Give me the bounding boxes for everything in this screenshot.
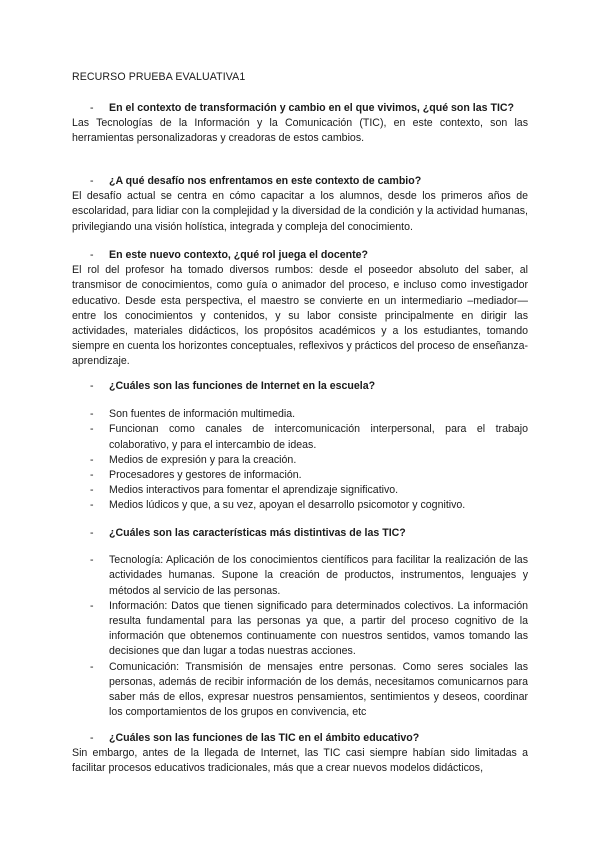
list-item: - Tecnología: Aplicación de los conocimientos científicos para facilitar la realización de las actividades humanas. Supone la creación de productos, instrumentos, lenguajes y métodos al servicio de las personas. — [72, 553, 528, 599]
question-text: ¿Cuáles son las funciones de Internet en la escuela? — [109, 380, 376, 392]
bullet-dash: - — [90, 249, 94, 261]
section-what-are-tic — [72, 101, 528, 147]
list-item: - Son fuentes de información multimedia. — [72, 407, 528, 422]
characteristics-list — [72, 553, 528, 720]
bullet-dash: - — [90, 380, 94, 392]
section-tic-characteristics — [72, 526, 528, 720]
question-heading — [72, 174, 528, 189]
list-item: - Comunicación: Transmisión de mensajes entre personas. Como seres sociales las personas, además de recibir información de los demás, necesitamos comunicarnos para saber más de ellos, expresar nuestros pensamientos, sentimientos y deseos, coordinar los comportamientos de los grupos en convivencia, etc — [72, 660, 528, 721]
section-internet-functions — [72, 379, 528, 514]
list-item: - Procesadores y gestores de información. — [72, 468, 528, 483]
question-text: ¿Cuáles son las características más distintivas de las TIC? — [109, 527, 406, 539]
list-item: - Medios de expresión y para la creación. — [72, 453, 528, 468]
answer-paragraph: Sin embargo, antes de la llegada de Internet, las TIC casi siempre habían sido limitadas a facilitar procesos educativos tradicionales, más que a crear nuevos modelos didácticos, — [72, 747, 528, 775]
list-item: - Medios lúdicos y que, a su vez, apoyan el desarrollo psicomotor y cognitivo. — [72, 498, 528, 513]
section-tic-education — [72, 731, 528, 777]
document-title: RECURSO PRUEBA EVALUATIVA1 — [72, 71, 246, 83]
list-item: - Información: Datos que tienen significado para determinados colectivos. La información resulta fundamental para las personas ya que, a partir del proceso cognitivo de la información que obtenemos continuamente con nuestros sentidos, vamos tomando las decisiones que dan lugar a todas nuestras acciones. — [72, 599, 528, 660]
answer-paragraph: El desafío actual se centra en cómo capacitar a los alumnos, desde los primeros años de escolaridad, para lidiar con la complejidad y la diversidad de la condición y la actividad humanas, privilegiando una visión holística, integrada y compleja del conocimiento. — [72, 190, 528, 233]
answer-paragraph: Las Tecnologías de la Información y la Comunicación (TIC), en este contexto, son las herramientas personalizadoras y creadoras de estos cambios. — [72, 117, 528, 145]
section-teacher-role — [72, 248, 528, 370]
internet-functions-list — [72, 407, 528, 513]
question-heading — [72, 248, 528, 263]
list-item: - Funcionan como canales de intercomunicación interpersonal, para el trabajo colaborativo, y para el intercambio de ideas. — [72, 422, 528, 452]
bullet-dash: - — [90, 175, 94, 187]
bullet-dash: - — [90, 732, 94, 744]
bullet-dash: - — [90, 102, 94, 114]
answer-paragraph: El rol del profesor ha tomado diversos rumbos: desde el poseedor absoluto del saber, al transmisor de conocimientos, como guía o animador del proceso, e incluso como investigador educativo. Desde esta perspectiva, el maestro se convierte en un intermediario –mediador— entre los conocimientos y contenidos, y su labor consiste principalmente en dirigir las actividades, materiales didácticos, los propósitos académicos y a los estudiantes, tomando siempre en cuenta los horizontes conceptuales, reflexivos y prácticos del proceso de enseñanza- aprendizaje. — [72, 264, 528, 368]
bullet-dash: - — [90, 527, 94, 539]
question-text: ¿A qué desafío nos enfrentamos en este contexto de cambio? — [109, 175, 422, 187]
question-heading — [72, 379, 528, 394]
section-challenge — [72, 174, 528, 235]
question-text: En el contexto de transformación y cambio en el que vivimos, ¿qué son las TIC? — [109, 102, 515, 114]
list-item: - Medios interactivos para fomentar el aprendizaje significativo. — [72, 483, 528, 498]
question-text: En este nuevo contexto, ¿qué rol juega el docente? — [109, 249, 369, 261]
question-heading — [72, 731, 528, 746]
question-text: ¿Cuáles son las funciones de las TIC en el ámbito educativo? — [109, 732, 420, 744]
question-heading — [72, 101, 528, 116]
question-heading — [72, 526, 528, 541]
